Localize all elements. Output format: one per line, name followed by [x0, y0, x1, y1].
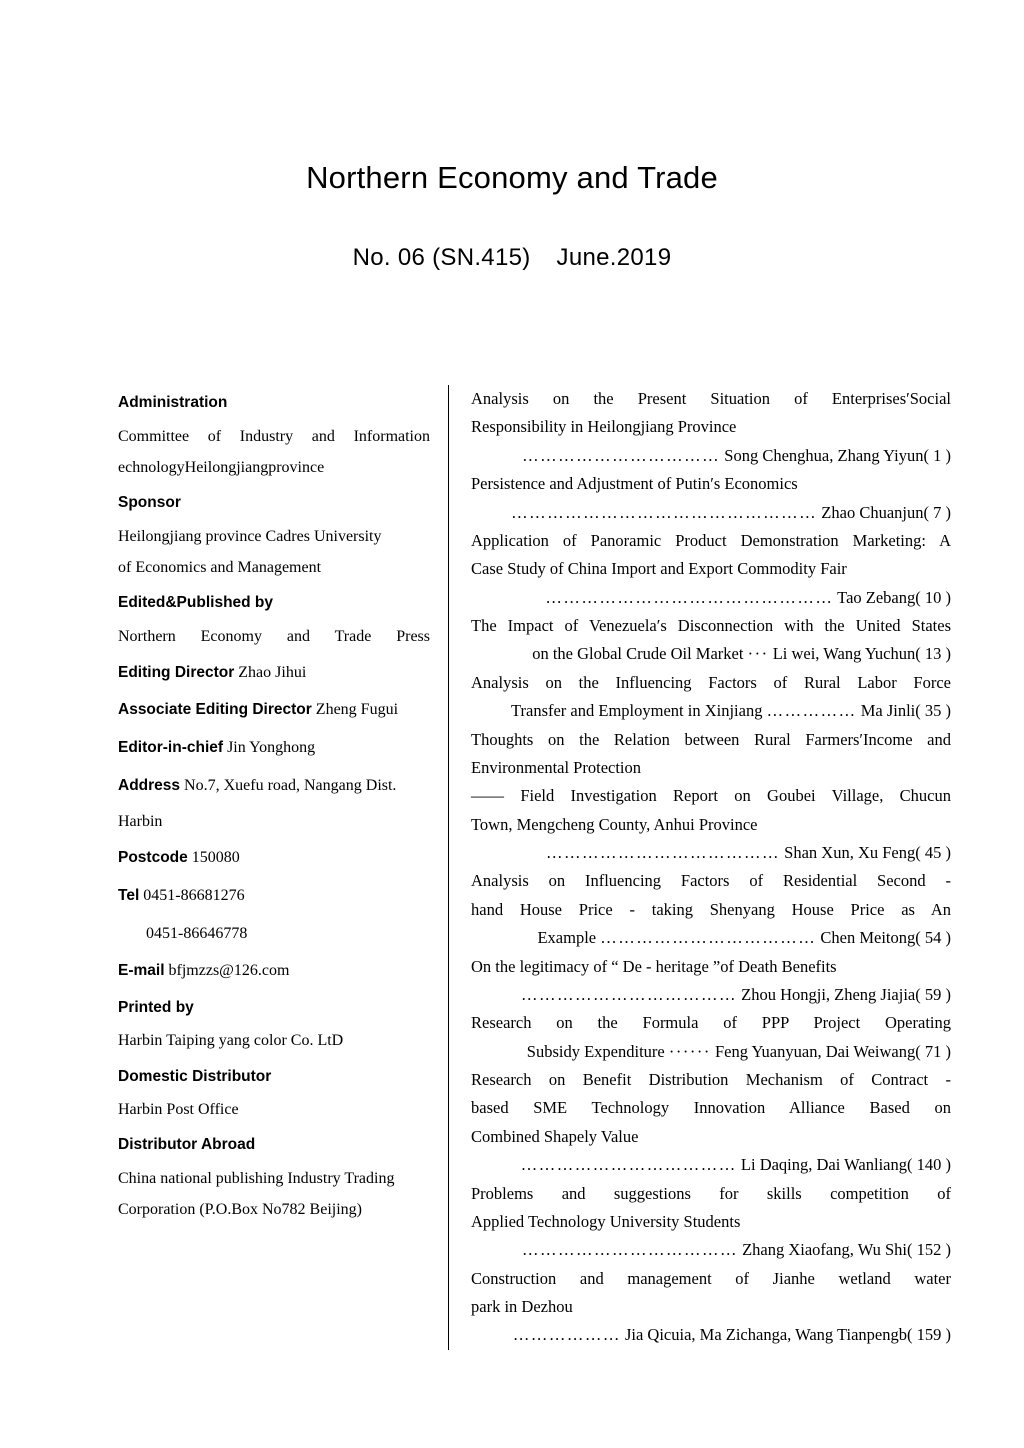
toc-title-line: Analysis on Influencing Factors of Residential Second -: [471, 871, 951, 891]
toc-title-line: Town, Mengcheng County, Anhui Province: [471, 814, 758, 834]
address-label: Address: [118, 776, 181, 794]
printed-by-label: Printed by: [118, 998, 194, 1016]
toc-authors: Li Daqing, Dai Wanliang: [740, 1155, 907, 1175]
toc-leader: ···: [747, 644, 769, 664]
toc-leader: ……………………………………………: [511, 502, 818, 522]
address-city: Harbin: [118, 813, 163, 831]
toc-leader: ………………: [512, 1325, 621, 1345]
issue-date: June.2019: [556, 244, 672, 271]
toc-leader: ………………………………: [521, 1240, 738, 1260]
toc-title-line: The Impact of Venezuela′s Disconnection with the United States: [471, 616, 951, 635]
imprint-column: [118, 385, 448, 1227]
toc-page: ( 13 ): [915, 644, 951, 664]
toc-title-line: Environmental Protection: [471, 757, 642, 777]
toc-author-line: [471, 1151, 951, 1179]
column-divider: [448, 385, 449, 1350]
toc-authors: Li wei, Wang Yuchun: [772, 644, 916, 664]
toc-author-line: [471, 839, 951, 867]
email-value: bfjmzzs@126.com: [168, 962, 290, 980]
toc-author-line: [471, 697, 951, 725]
toc-title-line: On the legitimacy of “ De - heritage ”of Death Benefits: [471, 956, 837, 976]
domestic-distributor-label: Domestic Distributor: [118, 1067, 272, 1085]
toc-page: ( 71 ): [915, 1041, 951, 1061]
toc-leader: …………………………………: [546, 843, 781, 862]
associate-editing-director-row: [118, 691, 430, 729]
toc-author-line: [471, 584, 951, 612]
toc-page: ( 140 ): [907, 1155, 951, 1175]
toc-title-line: Problems and suggestions for skills competition of: [471, 1183, 951, 1203]
administration-block: [118, 385, 430, 483]
toc-title-line: based SME Technology Innovation Alliance Based on: [471, 1098, 951, 1118]
distributor-abroad-block: [118, 1127, 430, 1225]
toc-title-line: Research on the Formula of PPP Project Operating: [471, 1013, 951, 1033]
administration-value-line1: Committee of Industry and Information: [118, 427, 430, 445]
toc-title-line: Persistence and Adjustment of Putin′s Economics: [471, 474, 798, 494]
toc-author-line: [471, 981, 951, 1009]
editing-director-label: Editing Director: [118, 663, 235, 681]
toc-entry: [471, 527, 951, 612]
toc-title-line: Responsibility in Heilongjiang Province: [471, 417, 737, 437]
toc-page: ( 45 ): [915, 843, 951, 862]
administration-value-line2: echnologyHeilongjiangprovince: [118, 458, 325, 476]
toc-author-line: [471, 1236, 951, 1264]
toc-title-line: Application of Panoramic Product Demonstration Marketing: A: [471, 530, 951, 550]
tel-row: [118, 877, 430, 915]
toc-title-line: hand House Price - taking Shenyang House Price as An: [471, 899, 951, 919]
toc-entry: [471, 669, 951, 726]
toc-entry: [471, 1009, 951, 1066]
associate-editing-director-value: Zheng Fugui: [315, 701, 399, 719]
toc-page: ( 7 ): [923, 502, 951, 522]
toc-authors: Jia Qicuia, Ma Zichanga, Wang Tianpengb: [624, 1325, 907, 1345]
editor-in-chief-value: Jin Yonghong: [227, 739, 316, 757]
toc-authors: Zhou Hongji, Zheng Jiajia: [741, 984, 916, 1004]
toc-leader: …………………………………………: [545, 587, 834, 607]
toc-entry: [471, 385, 951, 470]
toc-page: ( 159 ): [907, 1325, 951, 1345]
toc-title-line: Subsidy Expenditure: [526, 1041, 665, 1061]
toc-title-line: Analysis on the Influencing Factors of Rural Labor Force: [471, 672, 951, 692]
editing-director-row: [118, 654, 430, 692]
issue-line: [0, 244, 1024, 272]
published-block: [118, 585, 430, 652]
content-columns: [118, 385, 958, 1350]
toc-author-line: [471, 442, 951, 470]
toc-author-line: [471, 1038, 951, 1066]
toc-entry: [471, 1180, 951, 1265]
sponsor-block: [118, 485, 430, 583]
toc-leader: ……………………………: [522, 445, 721, 465]
printed-by-value: Harbin Taiping yang color Co. LtD: [118, 1032, 344, 1050]
masthead: [0, 0, 1024, 272]
editor-in-chief-row: [118, 729, 430, 767]
toc-title-line: Research on Benefit Distribution Mechanism of Contract -: [471, 1070, 951, 1089]
distributor-abroad-label: Distributor Abroad: [118, 1136, 256, 1154]
domestic-distributor-block: [118, 1059, 430, 1126]
toc-leader: ………………………………: [520, 984, 737, 1004]
toc-authors: Zhao Chuanjun: [821, 502, 924, 522]
postcode-row: [118, 839, 430, 877]
editor-in-chief-label: Editor-in-chief: [118, 739, 224, 757]
journal-title: Northern Economy and Trade: [306, 160, 718, 195]
postcode-value: 150080: [191, 849, 240, 867]
editing-director-value: Zhao Jihui: [238, 663, 307, 681]
sponsor-value-line1: Heilongjiang province Cadres University: [118, 527, 382, 545]
toc-title-line: Applied Technology University Students: [471, 1211, 741, 1231]
toc-entry: [471, 612, 951, 669]
email-row: [118, 952, 430, 990]
distributor-abroad-line2: Corporation (P.O.Box No782 Beijing): [118, 1201, 362, 1219]
toc-entry: [471, 1265, 951, 1350]
toc-authors: Chen Meitong: [820, 928, 916, 948]
toc-authors: Tao Zebang: [837, 587, 916, 607]
toc-title-line: on the Global Crude Oil Market: [532, 644, 744, 664]
toc-author-line: [471, 640, 951, 668]
toc-author-line: [471, 924, 951, 952]
published-label: Edited&Published by: [118, 594, 274, 612]
toc-title-line: Thoughts on the Relation between Rural Farmers′Income and: [471, 729, 951, 749]
tel-value: 0451-86681276: [143, 887, 245, 905]
toc-authors: Song Chenghua, Zhang Yiyun: [724, 445, 924, 465]
toc-leader: ………………………………: [520, 1155, 737, 1175]
toc-title-line: Example: [537, 928, 597, 948]
toc-title-line: Construction and management of Jianhe wetland water: [471, 1268, 951, 1288]
issue-number: No. 06 (SN.415): [352, 244, 531, 271]
address-row: [118, 767, 430, 805]
toc-authors: Ma Jinli: [860, 701, 916, 721]
sponsor-value-line2: of Economics and Management: [118, 558, 322, 576]
postcode-label: Postcode: [118, 849, 188, 867]
toc-leader: ······: [668, 1041, 711, 1061]
toc-leader: ………………………………: [600, 928, 817, 948]
toc-page: ( 35 ): [915, 701, 951, 721]
associate-editing-director-label: Associate Editing Director: [118, 701, 312, 719]
toc-title-line: —— Field Investigation Report on Goubei Village, Chucun: [471, 786, 951, 806]
table-of-contents: [471, 385, 951, 1350]
sponsor-label: Sponsor: [118, 494, 181, 512]
toc-title-line: Transfer and Employment in Xinjiang: [511, 701, 763, 721]
toc-authors: Zhang Xiaofang, Wu Shi: [742, 1240, 907, 1260]
toc-page: ( 59 ): [915, 984, 951, 1004]
email-label: E-mail: [118, 962, 165, 980]
administration-label: Administration: [118, 394, 228, 411]
toc-page: ( 10 ): [915, 587, 951, 607]
toc-page: ( 54 ): [915, 928, 951, 948]
toc-authors: Feng Yuanyuan, Dai Weiwang: [714, 1041, 916, 1061]
printed-by-block: [118, 990, 430, 1057]
toc-entry: [471, 726, 951, 868]
toc-title-line: Combined Shapely Value: [471, 1126, 639, 1146]
toc-page: ( 152 ): [907, 1240, 951, 1260]
toc-page: ( 1 ): [923, 445, 951, 465]
toc-author-line: [471, 499, 951, 527]
toc-title-line: park in Dezhou: [471, 1297, 573, 1316]
toc-entry: [471, 867, 951, 952]
toc-entry: [471, 953, 951, 1010]
domestic-distributor-value: Harbin Post Office: [118, 1101, 239, 1119]
distributor-abroad-line1: China national publishing Industry Trading: [118, 1170, 395, 1188]
tel-value-secondary: 0451-86646778: [146, 924, 248, 942]
toc-title-line: Analysis on the Present Situation of Enterprises′Social: [471, 389, 951, 408]
toc-authors: Shan Xun, Xu Feng: [784, 843, 916, 862]
toc-entry: [471, 470, 951, 527]
toc-leader: ……………: [766, 701, 857, 721]
toc-author-line: [471, 1321, 951, 1349]
toc-title-line: Case Study of China Import and Export Commodity Fair: [471, 559, 847, 579]
toc-entry: [471, 1066, 951, 1180]
address-value: No.7, Xuefu road, Nangang Dist.: [184, 776, 397, 794]
published-value: Northern Economy and Trade Press: [118, 627, 430, 645]
tel-label: Tel: [118, 887, 140, 905]
